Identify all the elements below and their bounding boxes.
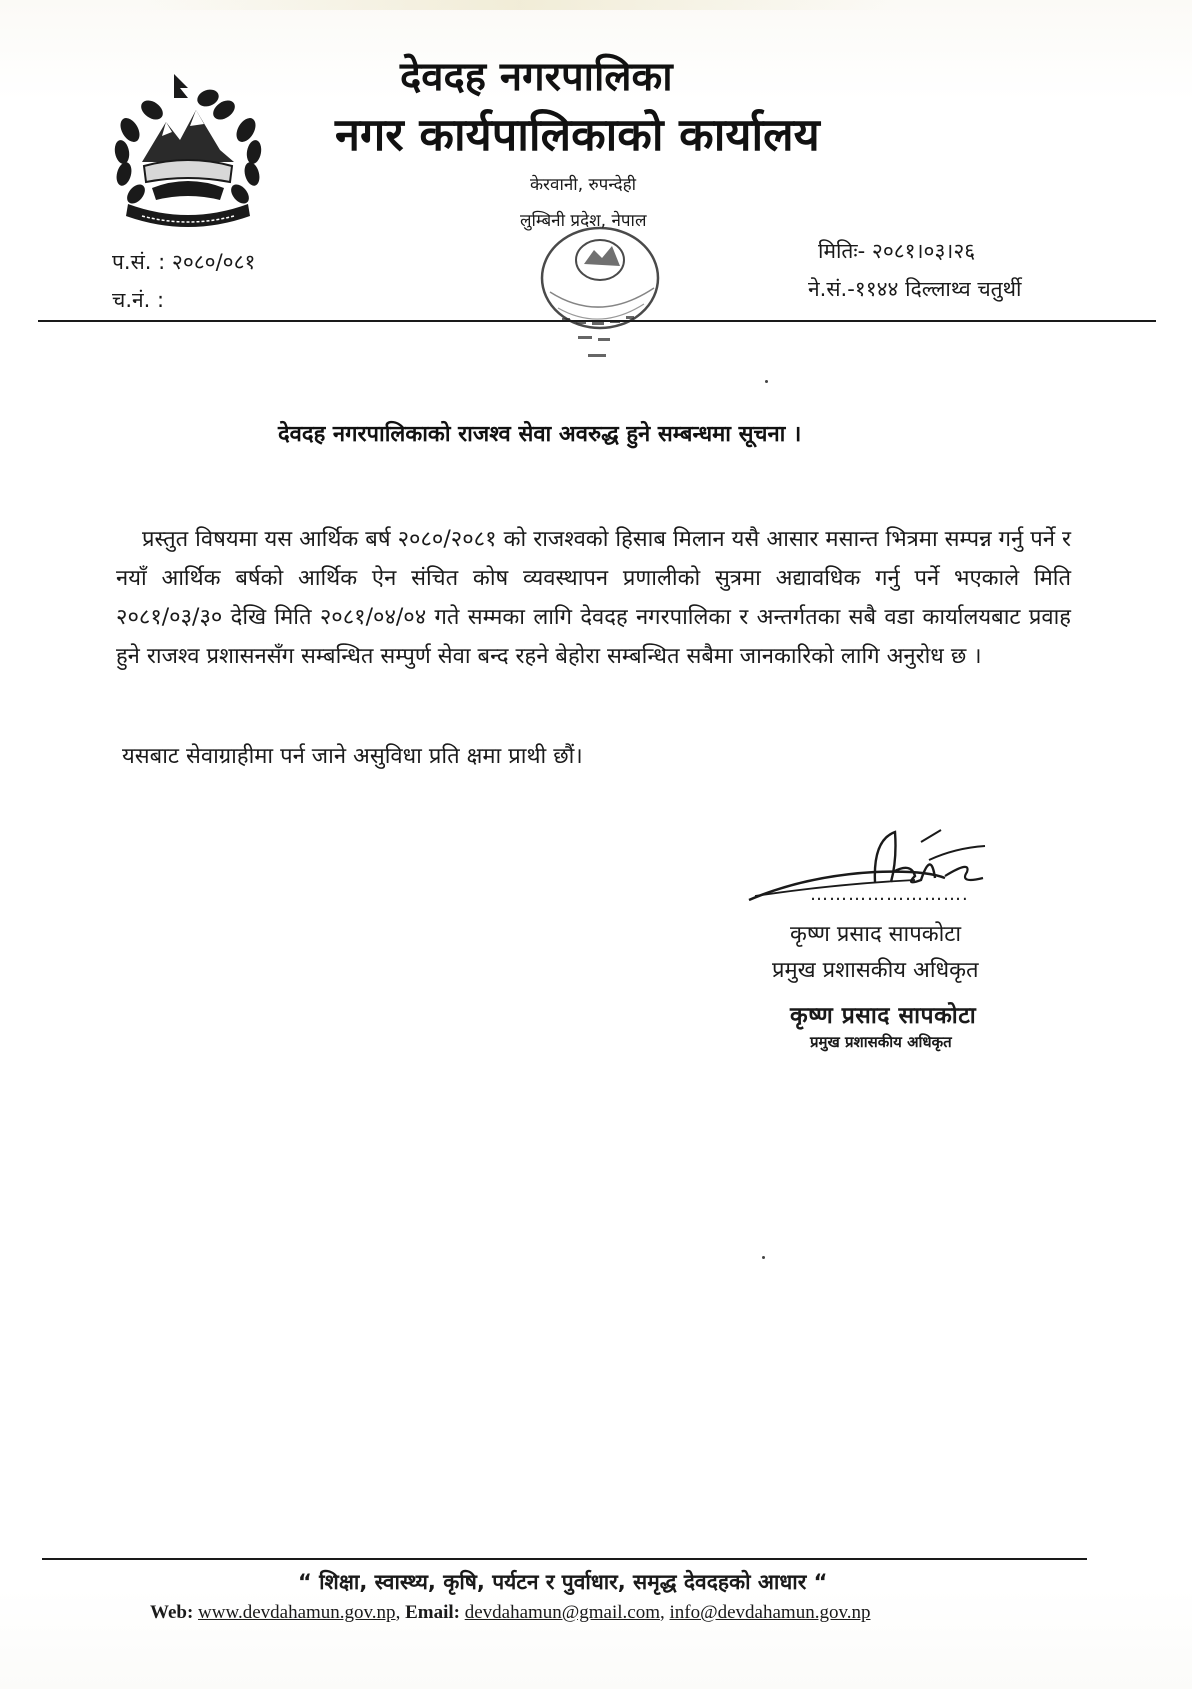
contact-separator: ,	[395, 1602, 406, 1623]
paper-top-strip	[140, 0, 900, 10]
address-line-2: लुम्बिनी प्रदेश, नेपाल	[520, 211, 647, 231]
nepal-sambat-date: ने.सं.-११४४ दिल्लाथ्व चतुर्थी	[808, 277, 1022, 301]
office-stamp-icon	[528, 208, 678, 368]
dispatch-number: च.नं. :	[112, 288, 165, 312]
footer-slogan: “ शिक्षा, स्वास्थ्य, कृषि, पर्यटन र पुर्वाधार, समृद्ध देवदहको आधार “	[298, 1570, 828, 1594]
notice-body-paragraph-1: प्रस्तुत विषयमा यस आर्थिक बर्ष २०८०/२०८१ को राजश्वको हिसाब मिलान यसै आसार मसान्त भित्रमा सम्पन्न गर्नु पर्ने र नयाँ आर्थिक बर्षको आर्थिक ऐन संचित कोष व्यवस्थापन प्रणालीको सुत्रमा अद्यावधिक गर्नु पर्ने भएकाले मिति २०८१/०३/३० देखि मिति २०८१/०४/०४ गते सम्मका लागि देवदह नगरपालिका र अन्तर्गतका सबै वडा कार्यालयबाट प्रवाह हुने राजश्व प्रशासनसँग सम्बन्धित सम्पुर्ण सेवा बन्द रहने बेहोरा सम्बन्धित सबैमा जानकारिको लागि अनुरोध छ ।	[116, 527, 1071, 669]
paper-speck	[762, 1256, 765, 1259]
nepal-emblem-icon	[108, 70, 268, 230]
org-name: देवदह नगरपालिका	[400, 54, 673, 100]
reference-number: प.सं. : २०८०/०८१	[112, 250, 256, 274]
letter-date: मितिः- २०८१।०३।२६	[818, 239, 976, 263]
handwritten-signature-icon	[745, 820, 1015, 930]
signatory-title: प्रमुख प्रशासकीय अधिकृत	[772, 958, 979, 983]
email-link-secondary[interactable]: info@devdahamun.gov.np	[669, 1602, 871, 1623]
office-name: नगर कार्यपालिकाको कार्यालय	[335, 108, 820, 161]
address-line-1: केरवानी, रुपन्देही	[530, 175, 637, 195]
email-link-primary[interactable]: devdahamun@gmail.com	[464, 1602, 661, 1623]
contact-separator: ,	[660, 1602, 670, 1623]
website-link[interactable]: www.devdahamun.gov.np	[198, 1602, 396, 1623]
paper-speck	[765, 380, 768, 383]
header-divider	[38, 320, 1156, 322]
name-stamp: कृष्ण प्रसाद सापकोटा	[790, 1003, 977, 1029]
notice-body-paragraph-2: यसबाट सेवाग्राहीमा पर्न जाने असुविधा प्रति क्षमा प्राथी छौं।	[122, 744, 583, 769]
signatory-name: कृष्ण प्रसाद सापकोटा	[790, 922, 962, 947]
title-stamp: प्रमुख प्रशासकीय अधिकृत	[810, 1033, 952, 1051]
notice-subject: देवदह नगरपालिकाको राजश्व सेवा अवरुद्ध हुने सम्बन्धमा सूचना ।	[278, 422, 802, 447]
footer-contacts	[150, 1602, 1050, 1624]
email-label: Email:	[405, 1602, 460, 1623]
signature-dotted-line: …………………….	[810, 884, 969, 905]
web-label: Web:	[150, 1602, 194, 1623]
footer-divider	[42, 1558, 1087, 1560]
